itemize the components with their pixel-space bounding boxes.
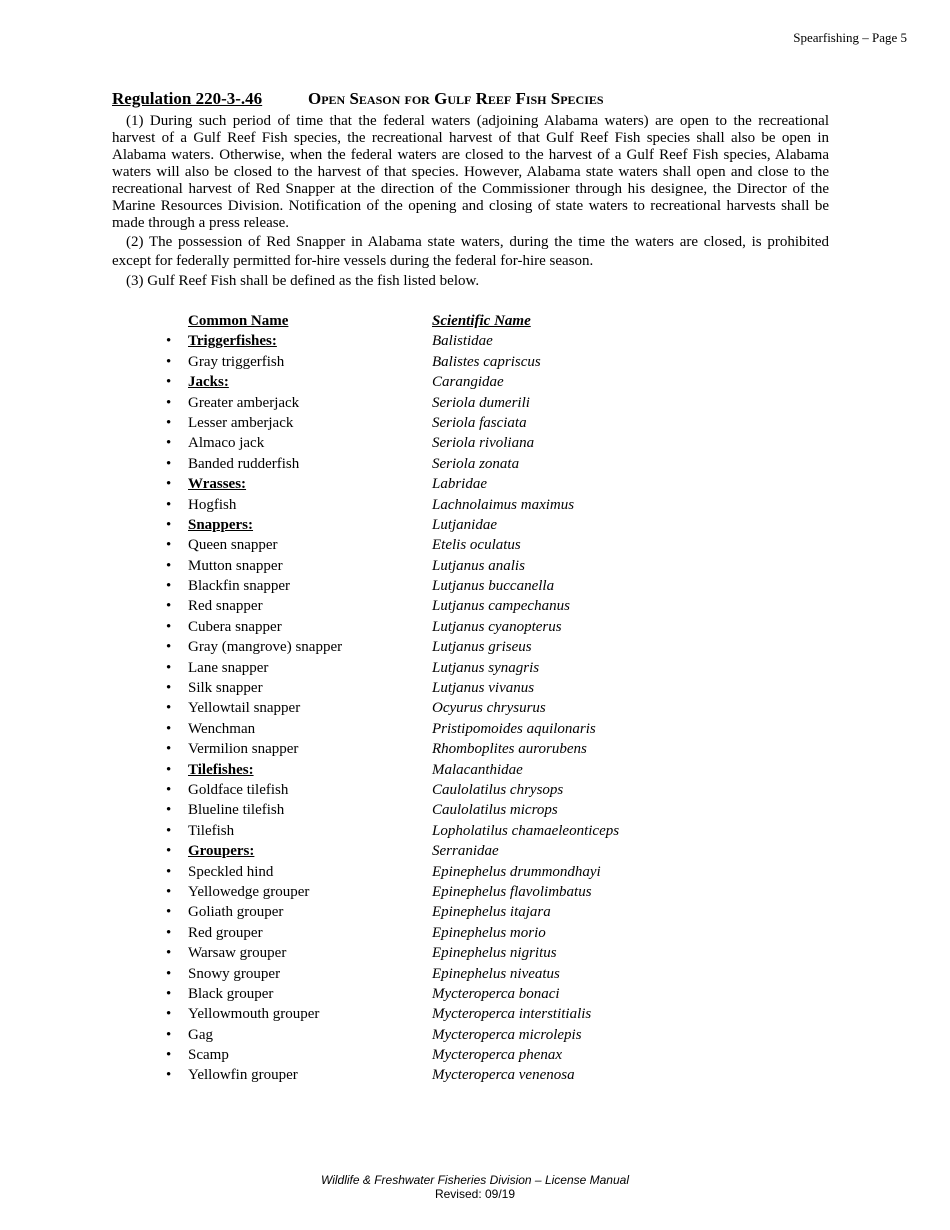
common-name: Black grouper: [188, 985, 274, 1002]
bullet-icon: •: [166, 781, 172, 798]
scientific-name: Mycteroperca phenax: [432, 1047, 563, 1064]
bullet-icon: •: [166, 374, 172, 391]
bullet-icon: •: [166, 455, 172, 472]
scientific-name: Mycteroperca microlepis: [432, 1026, 582, 1043]
common-name: Gag: [188, 1026, 213, 1043]
scientific-name: Epinephelus morio: [432, 924, 546, 941]
scientific-name: Epinephelus nigritus: [432, 945, 557, 962]
bullet-icon: •: [166, 863, 172, 880]
bullet-icon: •: [166, 496, 172, 513]
scientific-name: Epinephelus flavolimbatus: [432, 883, 592, 900]
scientific-name: Lopholatilus chamaeleonticeps: [432, 822, 620, 839]
common-name: Goldface tilefish: [188, 781, 289, 798]
scientific-name: Mycteroperca bonaci: [432, 985, 560, 1002]
regulation-heading: [112, 89, 604, 109]
scientific-name: Balistidae: [432, 333, 493, 350]
bullet-icon: •: [166, 700, 172, 717]
bullet-icon: •: [166, 618, 172, 635]
scientific-name: Lutjanus buccanella: [432, 578, 555, 595]
paragraph-2: (2) The possession of Red Snapper in Alabama state waters, during the time the waters are closed, is prohibited except for federally permitted for-hire vessels during the federal for-hire season.: [112, 234, 829, 269]
bullet-icon: •: [166, 476, 172, 493]
bullet-icon: •: [166, 1067, 172, 1084]
common-name: Wenchman: [188, 720, 256, 737]
common-name: Warsaw grouper: [188, 945, 287, 962]
common-name: Mutton snapper: [188, 557, 283, 574]
footer-revision: Revised: 09/19: [434, 1187, 516, 1201]
scientific-name: Seriola fasciata: [432, 414, 527, 431]
scientific-name: Seriola zonata: [432, 455, 520, 472]
bullet-icon: •: [166, 435, 172, 452]
common-name: Speckled hind: [188, 863, 274, 880]
family-name: Triggerfishes:: [188, 333, 277, 350]
scientific-name: Rhomboplites aurorubens: [432, 741, 587, 758]
bullet-icon: •: [166, 1006, 172, 1023]
scientific-name-header: Scientific Name: [432, 313, 531, 329]
scientific-name: Lutjanidae: [432, 516, 498, 533]
scientific-name: Labridae: [432, 476, 488, 493]
scientific-name: Lutjanus vivanus: [432, 680, 535, 697]
common-name: Yellowedge grouper: [188, 883, 310, 900]
scientific-name: Etelis oculatus: [432, 537, 521, 554]
bullet-icon: •: [166, 394, 172, 411]
common-name: Red grouper: [188, 924, 263, 941]
bullet-icon: •: [166, 822, 172, 839]
common-name: Red snapper: [188, 598, 263, 615]
common-name: Vermilion snapper: [188, 741, 299, 758]
common-name: Lesser amberjack: [188, 414, 294, 431]
bullet-icon: •: [166, 578, 172, 595]
scientific-name: Lachnolaimus maximus: [432, 496, 575, 513]
bullet-icon: •: [166, 1026, 172, 1043]
family-name: Jacks:: [188, 374, 229, 391]
bullet-icon: •: [166, 802, 172, 819]
common-name: Silk snapper: [188, 680, 263, 697]
common-name: Scamp: [188, 1047, 229, 1064]
scientific-name: Epinephelus niveatus: [432, 965, 560, 982]
family-name: Snappers:: [188, 516, 254, 533]
common-name: Banded rudderfish: [188, 455, 300, 472]
bullet-icon: •: [166, 761, 172, 778]
family-name: Tilefishes:: [188, 761, 254, 778]
common-name: Almaco jack: [188, 435, 265, 452]
bullet-icon: •: [166, 924, 172, 941]
scientific-name: Seriola rivoliana: [432, 435, 535, 452]
bullet-icon: •: [166, 1047, 172, 1064]
common-name: Snowy grouper: [188, 965, 281, 982]
scientific-name: Lutjanus synagris: [432, 659, 540, 676]
bullet-icon: •: [166, 516, 172, 533]
page-footer: [0, 1173, 950, 1201]
bullet-icon: •: [166, 598, 172, 615]
common-name: Greater amberjack: [188, 394, 300, 411]
bullet-icon: •: [166, 659, 172, 676]
regulation-title: Open Season for Gulf Reef Fish Species: [308, 89, 604, 108]
scientific-name: Carangidae: [432, 374, 504, 391]
common-name: Gray (mangrove) snapper: [188, 639, 343, 656]
scientific-name: Lutjanus griseus: [432, 639, 532, 656]
scientific-name: Caulolatilus chrysops: [432, 781, 564, 798]
scientific-name: Lutjanus cyanopterus: [432, 618, 562, 635]
bullet-icon: •: [166, 680, 172, 697]
common-name: Goliath grouper: [188, 904, 284, 921]
family-name: Wrasses:: [188, 476, 247, 493]
common-name: Yellowfin grouper: [188, 1067, 298, 1084]
common-name: Yellowmouth grouper: [188, 1006, 320, 1023]
scientific-name: Epinephelus drummondhayi: [432, 863, 601, 880]
bullet-icon: •: [166, 843, 172, 860]
common-name: Lane snapper: [188, 659, 269, 676]
bullet-icon: •: [166, 985, 172, 1002]
bullet-icon: •: [166, 720, 172, 737]
common-name: Queen snapper: [188, 537, 278, 554]
scientific-name: Balistes capriscus: [432, 353, 541, 370]
regulation-number: Regulation 220-3-.46: [112, 89, 263, 108]
scientific-name: Mycteroperca venenosa: [432, 1067, 575, 1084]
page-header: Spearfishing – Page 5: [793, 30, 907, 45]
common-name: Cubera snapper: [188, 618, 282, 635]
paragraph-1: (1) During such period of time that the federal waters (adjoining Alabama waters) are open to the recreational harvest of a Gulf Reef Fish species, the recreational harvest of that Gulf Reef Fish species shall also be open in Alabama waters. Otherwise, when the federal waters are closed to the harvest of a Gulf Reef Fish species, Alabama waters will also be closed to the harvest of that species. However, Alabama state waters shall open and close to the recreational harvest of Red Snapper at the direction of the Commissioner through his designee, the Director of the Marine Resources Division. Notification of the opening and closing of state waters to recreational harvests shall be made through a press release.: [112, 113, 829, 231]
bullet-icon: •: [166, 639, 172, 656]
footer-title: Wildlife & Freshwater Fisheries Division – License Manual: [320, 1173, 629, 1187]
bullet-icon: •: [166, 904, 172, 921]
scientific-name: Mycteroperca interstitialis: [432, 1006, 592, 1023]
scientific-name: Seriola dumerili: [432, 394, 530, 411]
common-name: Tilefish: [188, 822, 235, 839]
scientific-name: Malacanthidae: [432, 761, 523, 778]
bullet-icon: •: [166, 414, 172, 431]
bullet-icon: •: [166, 945, 172, 962]
common-name: Hogfish: [188, 496, 237, 513]
scientific-name: Caulolatilus microps: [432, 802, 558, 819]
scientific-name: Pristipomoides aquilonaris: [432, 720, 596, 737]
bullet-icon: •: [166, 333, 172, 350]
common-name: Blueline tilefish: [188, 802, 285, 819]
bullet-icon: •: [166, 537, 172, 554]
family-name: Groupers:: [188, 843, 255, 860]
bullet-icon: •: [166, 741, 172, 758]
paragraph-3: (3) Gulf Reef Fish shall be defined as the fish listed below.: [126, 273, 480, 289]
common-name: Blackfin snapper: [188, 578, 291, 595]
bullet-icon: •: [166, 557, 172, 574]
scientific-name: Lutjanus campechanus: [432, 598, 570, 615]
scientific-name: Epinephelus itajara: [432, 904, 551, 921]
scientific-name: Ocyurus chrysurus: [432, 700, 546, 717]
bullet-icon: •: [166, 353, 172, 370]
common-name: Gray triggerfish: [188, 353, 285, 370]
scientific-name: Lutjanus analis: [432, 557, 525, 574]
bullet-icon: •: [166, 965, 172, 982]
common-name: Yellowtail snapper: [188, 700, 301, 717]
bullet-icon: •: [166, 883, 172, 900]
common-name-header: Common Name: [188, 313, 289, 329]
scientific-name: Serranidae: [432, 843, 499, 860]
